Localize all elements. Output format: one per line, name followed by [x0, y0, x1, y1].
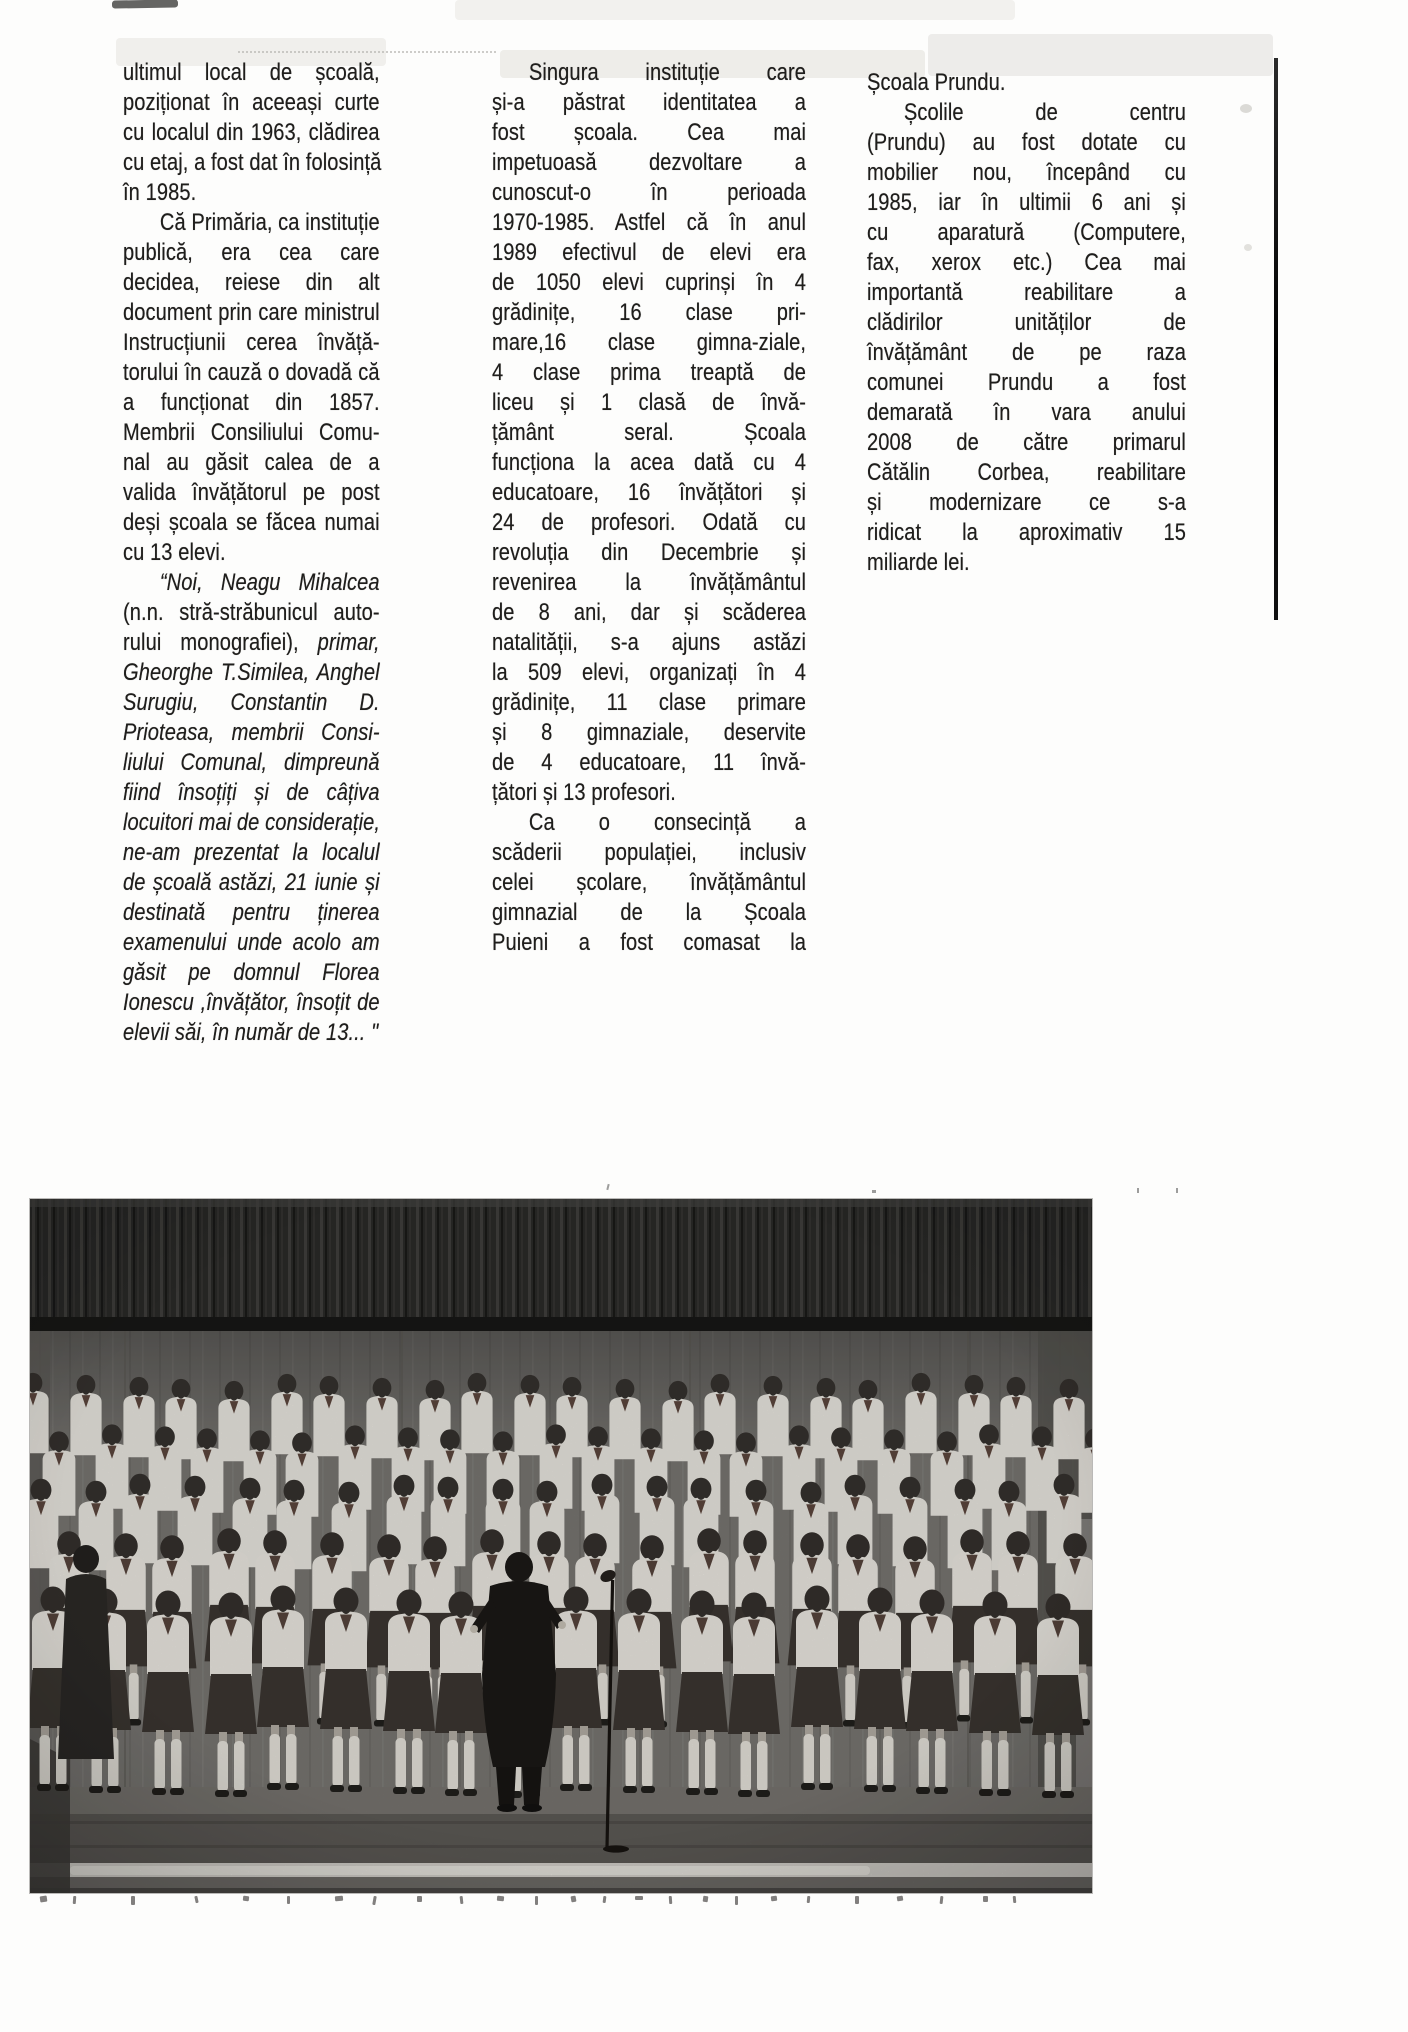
text-line: locuitori mai de considerație, — [123, 809, 381, 836]
text-line: mare,16 clase gimna-ziale, — [492, 329, 807, 356]
cropped-caption-fragments — [35, 1896, 1035, 1908]
scan-spot — [1240, 104, 1252, 113]
scan-mark — [1176, 1188, 1178, 1193]
text-line: Instrucțiunii cerea învăță- — [123, 329, 380, 356]
text-line: revenirea la învățământul — [492, 569, 807, 596]
text-line: funcționa la acea dată cu 4 — [492, 449, 807, 476]
caption-letter-fragment — [535, 1896, 538, 1905]
scan-mark — [872, 1190, 876, 1193]
text-line: învățământ de pe raza — [867, 339, 1186, 366]
article-column-right — [867, 68, 1186, 578]
text-line: și-a păstrat identitatea a — [492, 89, 807, 116]
article-column-middle — [492, 58, 806, 958]
text-line: țământ seral. Școala — [492, 419, 807, 446]
text-line: ne-am prezentat la localul — [123, 839, 380, 866]
scan-mark — [1137, 1188, 1139, 1193]
text-line: scăderii populației, inclusiv — [492, 839, 807, 866]
text-line: ultimul local de școală, — [123, 59, 380, 86]
caption-letter-fragment — [771, 1896, 778, 1902]
text-line: ridicat la aproximativ 15 — [867, 519, 1186, 546]
scan-mark — [606, 1184, 609, 1190]
text-line: Ca o consecință a — [528, 809, 807, 836]
caption-letter-fragment — [243, 1896, 249, 1902]
text-line: valida învățătorul pe post — [123, 479, 380, 506]
text-line: natalității, s-a ajuns astăzi — [492, 629, 807, 656]
text-line: destinată pentru ținerea — [123, 899, 380, 926]
caption-letter-fragment — [807, 1896, 811, 1903]
text-line: Că Primăria, ca instituție — [159, 209, 380, 236]
text-line: Prioteasa, membrii Consi- — [123, 719, 380, 746]
text-line: revoluția din Decembrie și — [492, 539, 807, 566]
text-line: liceu și 1 clasă de învă- — [492, 389, 807, 416]
article-column-left — [123, 58, 380, 1048]
text-line: de școală astăzi, 21 iunie și — [123, 869, 380, 896]
caption-letter-fragment — [635, 1896, 643, 1900]
text-line: cu localul din 1963, clădirea — [123, 119, 380, 146]
scan-shading — [455, 0, 1015, 20]
caption-letter-fragment — [131, 1896, 135, 1905]
caption-letter-fragment — [1013, 1896, 1017, 1903]
text-line: elevii săi, în număr de 13... " — [123, 1019, 379, 1046]
text-line: găsit pe domnul Florea — [123, 959, 380, 986]
text-line: decidea, reiese din alt — [123, 269, 380, 296]
text-line: (Prundu) au fost dotate cu — [867, 129, 1186, 156]
text-line: Școala Prundu. — [867, 69, 1006, 96]
caption-letter-fragment — [735, 1896, 738, 1905]
caption-letter-fragment — [497, 1896, 504, 1902]
scan-spot — [1244, 244, 1252, 251]
text-line: țători și 13 profesori. — [492, 779, 676, 806]
text-line: poziționat în aceeași curte — [123, 89, 380, 116]
text-line: demarată în vara anului — [867, 399, 1186, 426]
text-line: la 509 elevi, organizați în 4 — [492, 659, 807, 686]
text-line: comunei Prundu a fost — [867, 369, 1186, 396]
caption-letter-fragment — [603, 1896, 607, 1903]
caption-letter-fragment — [40, 1896, 48, 1903]
caption-letter-fragment — [73, 1896, 77, 1904]
text-line: și modernizare ce s-a — [867, 489, 1186, 516]
caption-letter-fragment — [897, 1896, 904, 1902]
caption-letter-fragment — [703, 1896, 709, 1903]
text-line: 4 clase prima treaptă de — [492, 359, 807, 386]
text-line: gimnazial de la Școala — [492, 899, 807, 926]
text-line: (n.n. stră-străbunicul auto- — [123, 599, 380, 626]
text-line: miliarde lei. — [867, 549, 970, 576]
text-line: mobilier nou, începând cu — [867, 159, 1186, 186]
caption-letter-fragment — [335, 1896, 343, 1902]
text-line: publică, era cea care — [123, 239, 380, 266]
text-line: clădirilor unităților de — [867, 309, 1186, 336]
text-line: nal au găsit calea de a — [123, 449, 380, 476]
text-line: Cătălin Corbea, reabilitare — [867, 459, 1186, 486]
caption-letter-fragment — [940, 1896, 944, 1904]
caption-letter-fragment — [571, 1896, 577, 1903]
text-line: Singura instituție care — [528, 59, 807, 86]
text-line: fiind însoțiți și de câțiva — [123, 779, 380, 806]
text-line: impetuoasă dezvoltare a — [492, 149, 807, 176]
text-line: grădinițe, 16 clase pri- — [492, 299, 807, 326]
text-line: fax, xerox etc.) Cea mai — [867, 249, 1186, 276]
text-line: grădinițe, 11 clase primare — [492, 689, 807, 716]
text-line: Surugiu, Constantin D. — [123, 689, 380, 716]
caption-letter-fragment — [460, 1896, 464, 1904]
text-line: document prin care ministrul — [123, 299, 380, 326]
caption-letter-fragment — [287, 1896, 290, 1904]
text-line: torului în cauză o dovadă că — [123, 359, 380, 386]
margin-rule — [1274, 58, 1278, 620]
text-line: Școlile de centru — [903, 99, 1186, 126]
text-line: examenului unde acolo am — [123, 929, 380, 956]
text-line: Ionescu ,învățător, însoțit de — [123, 989, 380, 1016]
text-line: cu aparatură (Computere, — [867, 219, 1186, 246]
scan-dotted-smear — [238, 51, 496, 53]
text-line: Puieni a fost comasat la — [492, 929, 807, 956]
text-line: 1970-1985. Astfel că în anul — [492, 209, 807, 236]
caption-letter-fragment — [855, 1896, 859, 1904]
text-line: fost școala. Cea mai — [492, 119, 807, 146]
text-line: de 1050 elevi cuprinși în 4 — [492, 269, 807, 296]
caption-letter-fragment — [417, 1896, 422, 1902]
text-line: cu 13 elevi. — [123, 539, 226, 566]
text-line: educatoare, 16 învățători și — [492, 479, 807, 506]
text-line: rului monografiei), primar, — [123, 629, 380, 656]
choir-photo-illustration — [30, 1199, 1092, 1893]
text-line: de 4 educatoare, 11 învă- — [492, 749, 807, 776]
choir-photograph — [30, 1199, 1092, 1893]
caption-letter-fragment — [669, 1896, 673, 1904]
text-line: 1985, iar în ultimii 6 ani și — [867, 189, 1186, 216]
caption-letter-fragment — [983, 1896, 988, 1902]
text-line: celei școlare, învățământul — [492, 869, 807, 896]
text-line: a funcționat din 1857. — [123, 389, 380, 416]
text-line: cu etaj, a fost dat în folosință — [123, 149, 382, 176]
text-line: cunoscut-o în perioada — [492, 179, 807, 206]
text-line: liului Comunal, dimpreună — [123, 749, 380, 776]
text-line: importantă reabilitare a — [867, 279, 1186, 306]
text-line: 2008 de către primarul — [867, 429, 1186, 456]
text-line: 1989 efectivul de elevi era — [492, 239, 807, 266]
caption-letter-fragment — [194, 1896, 198, 1903]
scan-smudge — [112, 0, 178, 9]
caption-letter-fragment — [372, 1896, 377, 1905]
text-line: deși școala se făcea numai — [123, 509, 380, 536]
text-line: de 8 ani, dar și scăderea — [492, 599, 807, 626]
text-line: și 8 gimnaziale, deservite — [492, 719, 807, 746]
text-line: 24 de profesori. Odată cu — [492, 509, 807, 536]
text-line: Gheorghe T.Similea, Anghel — [123, 659, 380, 686]
text-line: “Noi, Neagu Mihalcea — [159, 569, 380, 596]
text-line: Membrii Consiliului Comu- — [123, 419, 380, 446]
text-line: în 1985. — [123, 179, 197, 206]
